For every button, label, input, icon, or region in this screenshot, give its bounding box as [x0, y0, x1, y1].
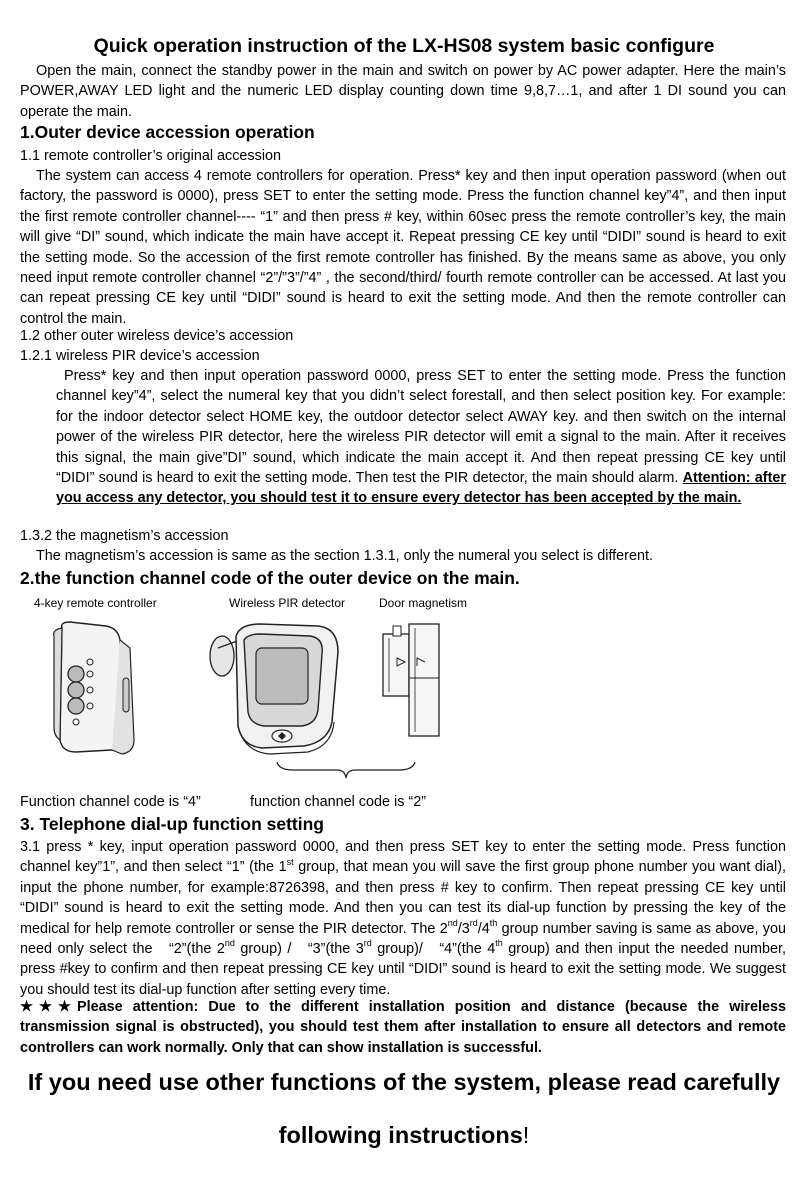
s31-text-8: group) and then input the needed number, press #key to confirm and then repeat pressing CE key until “DIDI” sound is heard to exit the setting mode. We suggest you should test its dial-up function after setting every time.: [20, 941, 786, 998]
footer-exclamation: !: [522, 1122, 530, 1148]
pir-detector-image: [200, 618, 350, 758]
sup-rd: rd: [469, 917, 478, 928]
sup-st: st: [286, 856, 294, 867]
section-1-1-heading: 1.1 remote controller’s original accession: [20, 148, 282, 164]
section-1-2-1-text: Press* key and then input operation password 0000, press SET to enter the setting mode. Press the function channel key”4”, select the numeral key that you didn’t select forestall, and then select position key. For example: for the indoor detector select HOME key, the outdoor detector select AWAY key. and then switch on the internal power of the wireless PIR detector, here the wireless PIR detector will emit a signal to the main. After it receives this signal, the main give”DI” sound, which indicate the main accept it. And then repeat pressing CE key until “DIDI” sound is heard to exit the setting mode. Then test the PIR detector, the main should alarm.: [56, 368, 786, 487]
section-1-3-2-heading: 1.3.2 the magnetism’s accession: [20, 528, 229, 544]
sup-rd-2: rd: [363, 938, 372, 949]
door-magnetism-image: [375, 618, 455, 742]
sup-th: th: [489, 917, 498, 928]
s31-text-6: group) / “3”(the 3: [234, 941, 364, 958]
footer-line-2: [0, 1120, 808, 1150]
section-2-heading: 2.the function channel code of the outer device on the main.: [20, 568, 520, 588]
s31-text-3: /3: [457, 920, 470, 937]
channel-code-remote: Function channel code is “4”: [20, 794, 201, 810]
channel-code-other: function channel code is “2”: [250, 794, 426, 810]
sup-nd-2: nd: [224, 938, 235, 949]
s31-text-5: group number saving is same as above, you need only select the “2”(the 2: [20, 920, 786, 958]
caption-door-magnetism: Door magnetism: [379, 596, 468, 610]
attention-note: Attention: after you access any detector, you should test it to ensure every detector has been accepted by the main.: [56, 470, 786, 507]
section-3-1-body: [20, 837, 786, 1000]
footer-line-2-text: following instructions: [278, 1122, 523, 1148]
sup-nd: nd: [447, 917, 458, 928]
s31-text-1: 3.1 press * key, input operation password 0000, and then press SET key to enter the setting mode. Press function channel key”1”, and then select “1” (the 1: [20, 839, 786, 876]
caption-pir-detector: Wireless PIR detector: [229, 596, 346, 610]
s31-text-2: group, that mean you will save the first group phone number you want dial), input the phone number, for example:8726398, and then press # key to confirm. Then repeat pressing CE key until “DIDI” sound is heard to exit the setting mode. And then you can test its dial-up function by pressing the key of the medical for help remote controller or sense the PIR detector. The 2: [20, 859, 786, 937]
section-1-heading: 1.Outer device accession operation: [20, 122, 315, 142]
section-1-1-body: The system can access 4 remote controllers for operation. Press* key and then input operation password (when out factory, the password is 0000), press SET to enter the setting mode. Press the function channel key”4”, and then input the first remote controller channel---- “1” and then press # key, within 60sec press the remote controller’s key, the main will give “DI” sound, which indicate the main have accept it. Repeat pressing CE key until “DIDI” sound is heard to exit the setting mode. So the accession of the first remote controller has finished. By the means same as above, you only need input remote controller channel “2”/”3”/”4” , the second/third/ fourth remote controller can be accessed. At last you can repeat pressing CE key until “DIDI” sound is heard to exit the setting mode. And then the remote controller can control the main.: [20, 168, 786, 327]
sup-th-2: th: [495, 938, 503, 949]
s31-text-7: group)/ “4”(the 4: [371, 941, 496, 958]
s31-text-4: /4: [477, 920, 490, 937]
section-3-heading: 3. Telephone dial-up function setting: [20, 814, 324, 834]
section-1-2-1-heading: 1.2.1 wireless PIR device’s accession: [20, 348, 260, 364]
caption-remote-controller: 4-key remote controller: [34, 596, 157, 610]
remote-controller-image: [40, 618, 140, 758]
grouping-brace: [275, 760, 417, 780]
intro-paragraph: Open the main, connect the standby power in the main and switch on power by AC power adapter. Here the main’s POWER,AWAY LED light and the numeric LED display counting down time 9,8,7…1, and after 1 DI sound you can operate the main.: [20, 63, 786, 120]
page-title: Quick operation instruction of the LX-HS08 system basic configure: [93, 35, 715, 57]
section-1-3-2-body: The magnetism’s accession is same as the section 1.3.1, only the numeral you select is different.: [36, 548, 653, 564]
installation-attention: ★★★Please attention: Due to the different installation position and distance (because the wireless transmission signal is obstructed), you should test them after installation to ensure all detectors and remote controllers can work normally. Only that can show installation is successful.: [20, 999, 786, 1056]
section-1-2-heading: 1.2 other outer wireless device’s accession: [20, 328, 294, 344]
section-1-2-1-body: [56, 366, 786, 509]
footer-line-1: If you need use other functions of the system, please read carefully: [27, 1069, 781, 1095]
